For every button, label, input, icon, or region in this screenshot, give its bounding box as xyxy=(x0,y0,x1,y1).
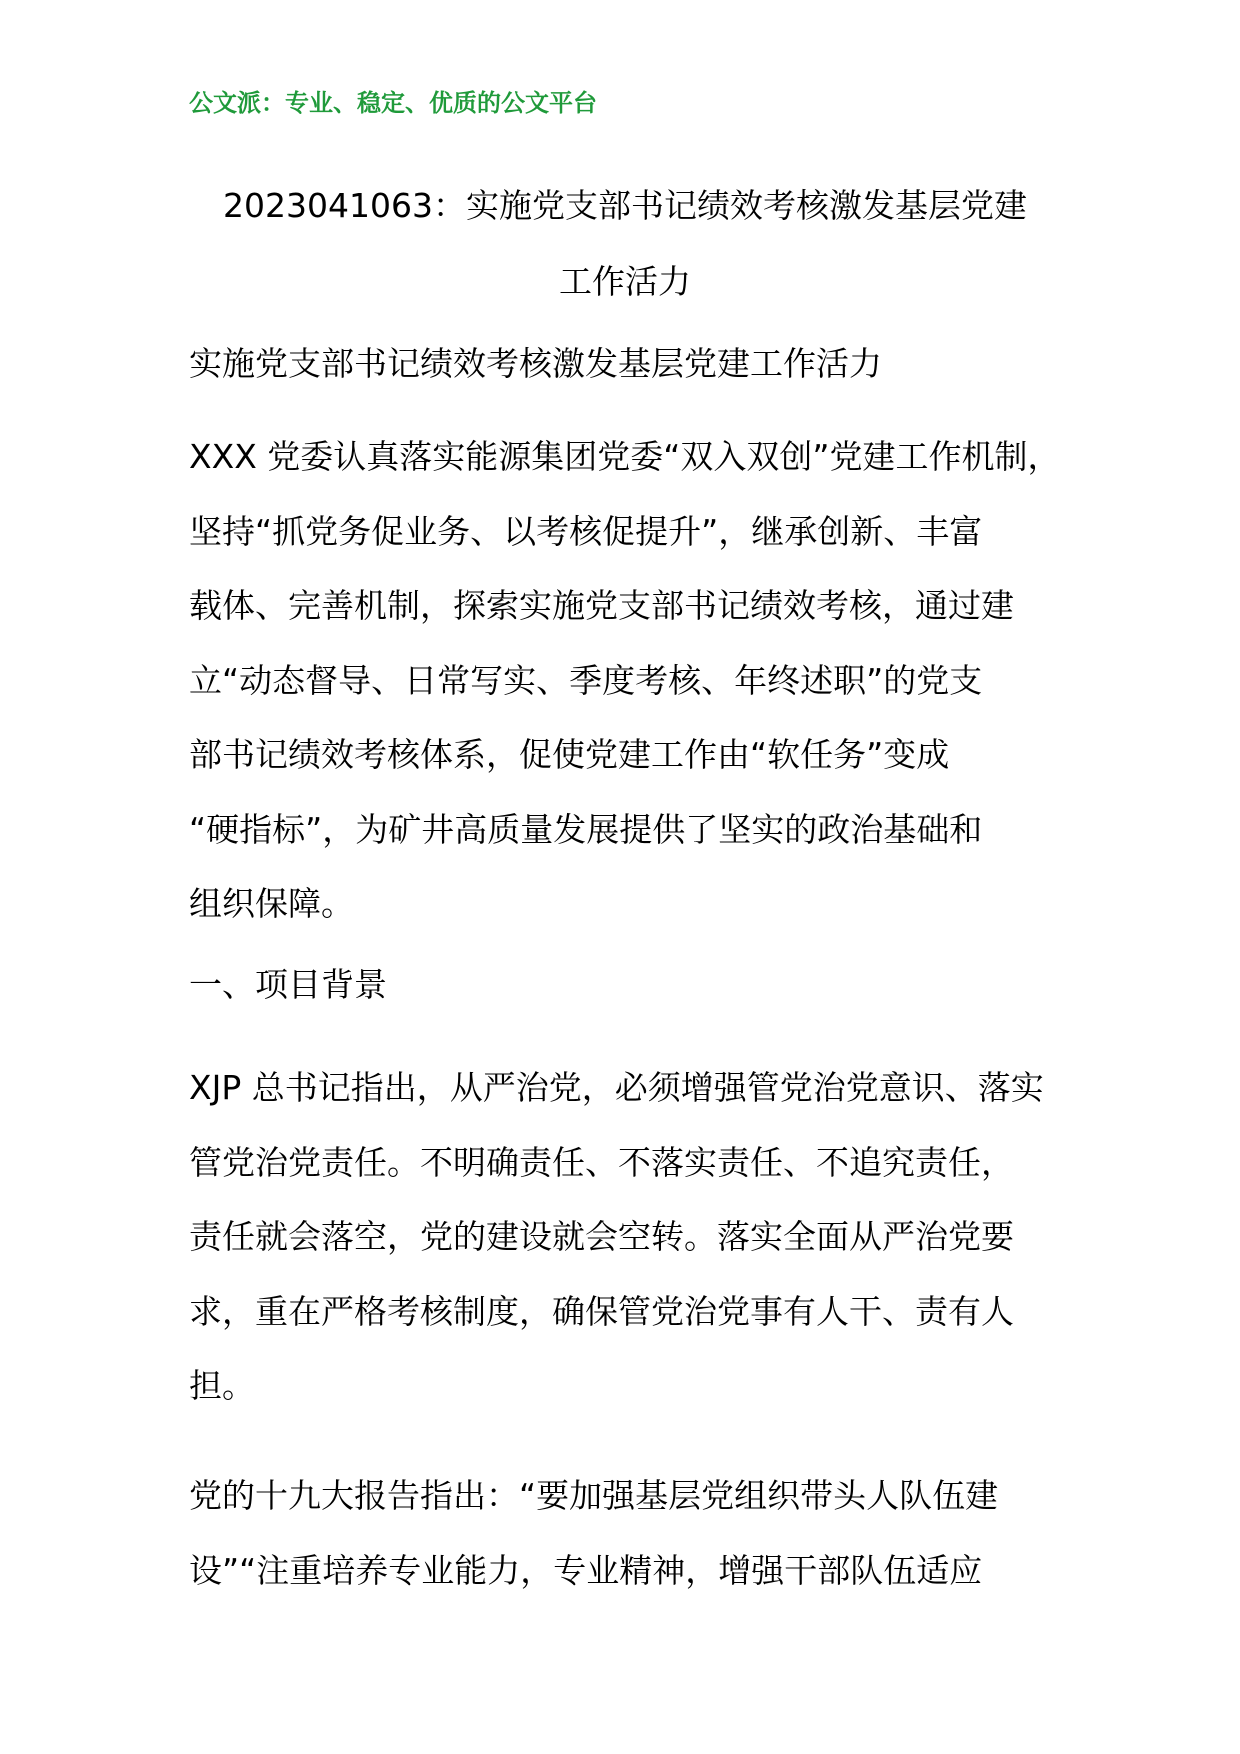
paragraph-intro xyxy=(189,420,1089,942)
paragraph-line: XXX 党委认真落实能源集团党委“双入双创”党建工作机制， xyxy=(189,437,1061,476)
document-title-line-2: 工作活力 xyxy=(559,262,691,301)
paragraph-congress-report xyxy=(189,1459,1089,1608)
paragraph-line: 立“动态督导、日常写实、季度考核、年终述职”的党支 xyxy=(189,660,983,700)
paragraph-line: 求，重在严格考核制度，确保管党治党事有人干、责有人 xyxy=(189,1291,1014,1331)
document-title xyxy=(189,168,1061,320)
header-banner: 公文派：专业、稳定、优质的公文平台 xyxy=(189,88,597,117)
paragraph-line: 担。 xyxy=(189,1366,255,1405)
paragraph-line: 部书记绩效考核体系，促使党建工作由“软任务”变成 xyxy=(189,735,950,774)
document-title-line-1: 2023041063：实施党支部书记绩效考核激发基层党建 xyxy=(223,186,1027,225)
paragraph-line: 坚持“抓党务促业务、以考核促提升”，继承创新、丰富 xyxy=(189,511,983,551)
paragraph-background xyxy=(189,1051,1089,1424)
section-heading-background: 一、项目背景 xyxy=(189,965,387,1004)
document-subtitle: 实施党支部书记绩效考核激发基层党建工作活力 xyxy=(189,344,882,383)
paragraph-line: 组织保障。 xyxy=(189,884,354,923)
paragraph-line: 党的十九大报告指出：“要加强基层党组织带头人队伍建 xyxy=(189,1476,999,1515)
paragraph-line: 载体、完善机制，探索实施党支部书记绩效考核，通过建 xyxy=(189,586,1014,625)
paragraph-line: 管党治党责任。不明确责任、不落实责任、不追究责任， xyxy=(189,1142,1014,1182)
paragraph-line: 设”“注重培养专业能力，专业精神，增强干部队伍适应 xyxy=(189,1550,983,1590)
paragraph-line: 责任就会落空，党的建设就会空转。落实全面从严治党要 xyxy=(189,1217,1014,1256)
paragraph-line: “硬指标”，为矿井高质量发展提供了坚实的政治基础和 xyxy=(189,809,983,849)
paragraph-line: XJP 总书记指出，从严治党，必须增强管党治党意识、落实 xyxy=(189,1068,1044,1107)
